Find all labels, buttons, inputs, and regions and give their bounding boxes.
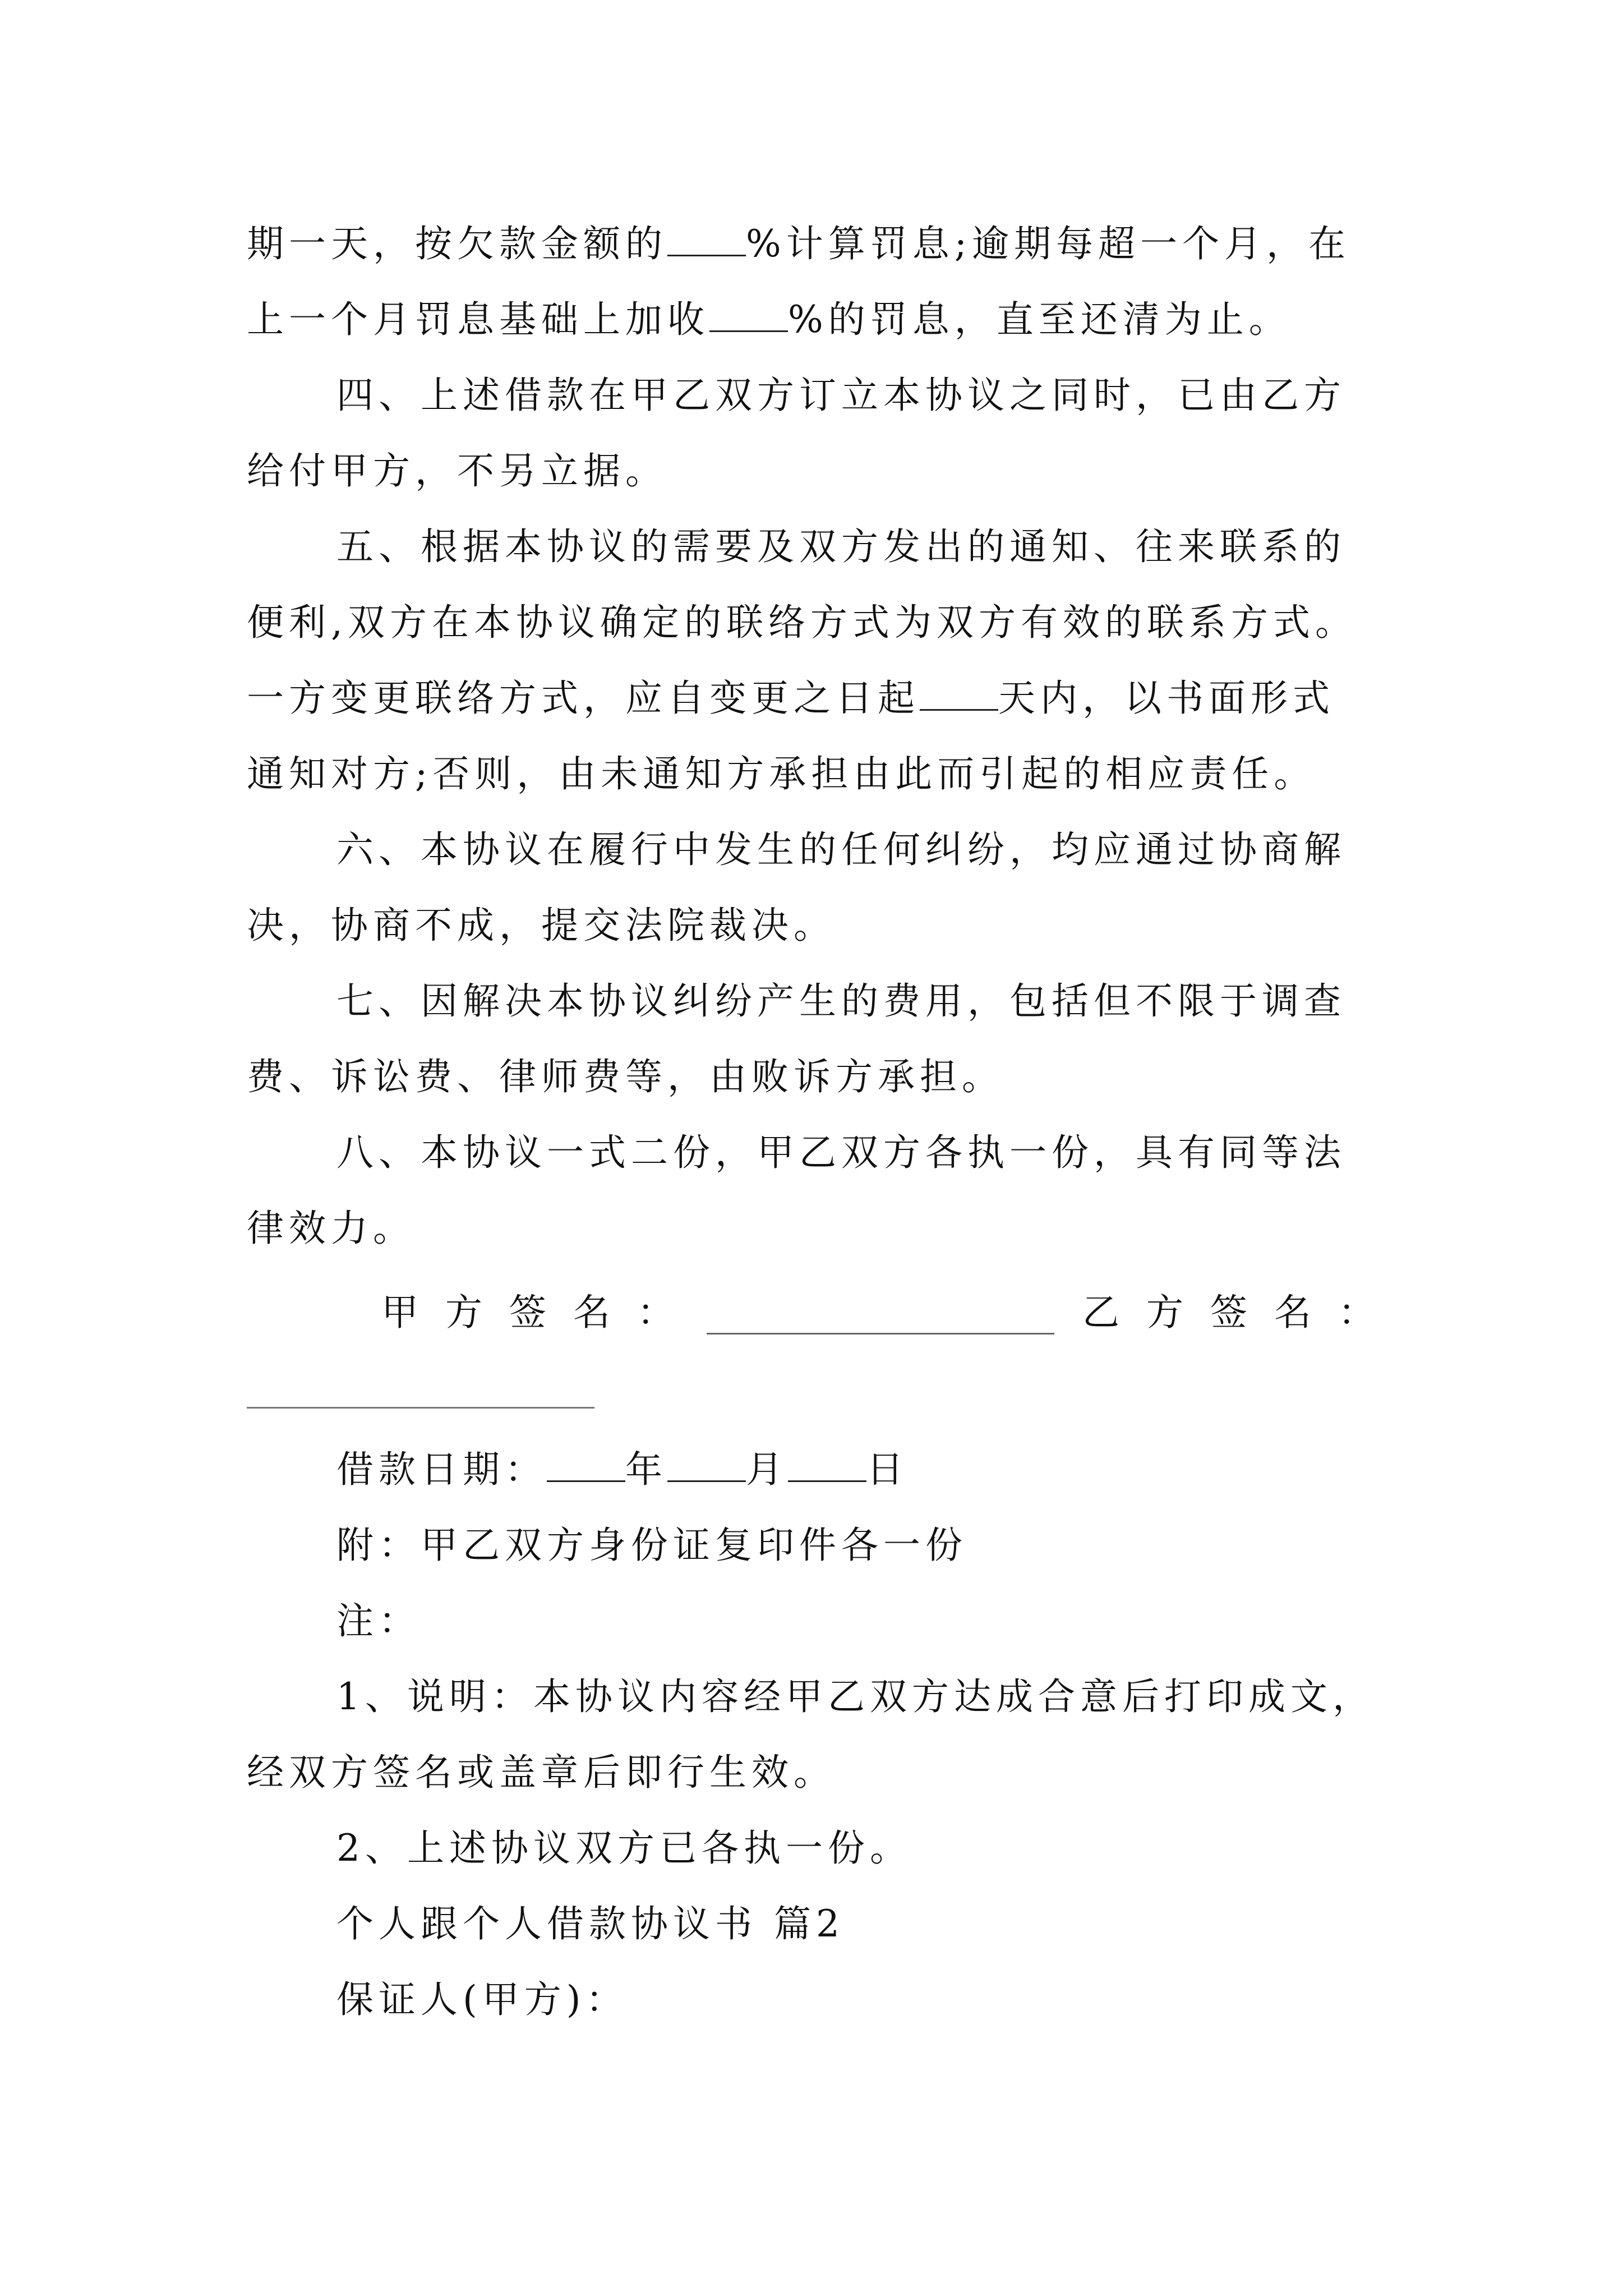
clause-eight-line-2: 律效力。 [247, 1207, 415, 1250]
clause-five-line-4: 通知对方;否则，由未通知方承担由此而引起的相应责任。 [247, 752, 1316, 795]
loan-date-label: 借款日期： [336, 1448, 547, 1491]
clause-five-line-3 [247, 676, 1335, 721]
loan-date-line [336, 1447, 909, 1492]
day-blank [788, 1448, 866, 1482]
attachment-note: 附：甲乙双方身份证复印件各一份 [336, 1524, 967, 1567]
clause-seven-line-2: 费、诉讼费、律师费等，由败诉方承担。 [247, 1055, 1004, 1098]
text-segment: %计算罚息;逾期每超一个月，在 [746, 222, 1350, 265]
blank-field [920, 677, 998, 711]
year-blank [547, 1448, 625, 1482]
note-two: 2、上述协议双方已各执一份。 [336, 1826, 912, 1870]
month-blank [667, 1448, 746, 1482]
note-one-line-1: 1、说明：本协议内容经甲乙双方达成合意后打印成文， [336, 1675, 1375, 1718]
month-label: 月 [746, 1448, 788, 1491]
text-line [247, 222, 1350, 266]
blank-field [709, 298, 788, 332]
clause-six-line-2: 决，协商不成，提交法院裁决。 [247, 904, 836, 947]
party-a-signature-label: 甲方签名： [381, 1291, 701, 1334]
section-title: 个人跟个人借款协议书 篇2 [336, 1902, 845, 1945]
party-b-signature-blank [247, 1374, 594, 1409]
note-label: 注： [336, 1599, 421, 1642]
party-b-signature-label: 乙方签名： [1082, 1291, 1402, 1334]
text-segment: %的罚息，直至还清为止。 [788, 298, 1291, 341]
clause-six-line-1: 六、本协议在履行中发生的任何纠纷，均应通过协商解 [336, 828, 1346, 871]
clause-eight-line-1: 八、本协议一式二份，甲乙双方各执一份，具有同等法 [336, 1131, 1346, 1174]
text-segment: 期一天，按欠款金额的 [247, 222, 667, 265]
year-label: 年 [625, 1448, 667, 1491]
text-segment: 一方变更联络方式，应自变更之日起 [247, 677, 920, 720]
clause-seven-line-1: 七、因解决本协议纠纷产生的费用，包括但不限于调查 [336, 979, 1346, 1023]
party-a-signature-blank [707, 1300, 1054, 1335]
clause-five-line-1: 五、根据本协议的需要及双方发出的通知、往来联系的 [336, 525, 1346, 568]
clause-four-line-2: 给付甲方，不另立据。 [247, 449, 667, 493]
day-label: 日 [866, 1448, 909, 1491]
clause-five-line-2: 便利,双方在本协议确定的联络方式为双方有效的联系方式。 [247, 601, 1357, 644]
clause-four-line-1: 四、上述借款在甲乙双方订立本协议之同时，已由乙方 [336, 374, 1346, 417]
text-segment: 上一个月罚息基础上加收 [247, 298, 709, 341]
guarantor-label: 保证人(甲方)： [336, 1978, 628, 2021]
text-line [247, 297, 1291, 342]
text-segment: 天内，以书面形式 [998, 677, 1335, 720]
blank-field [667, 222, 746, 256]
note-one-line-2: 经双方签名或盖章后即行生效。 [247, 1751, 836, 1794]
